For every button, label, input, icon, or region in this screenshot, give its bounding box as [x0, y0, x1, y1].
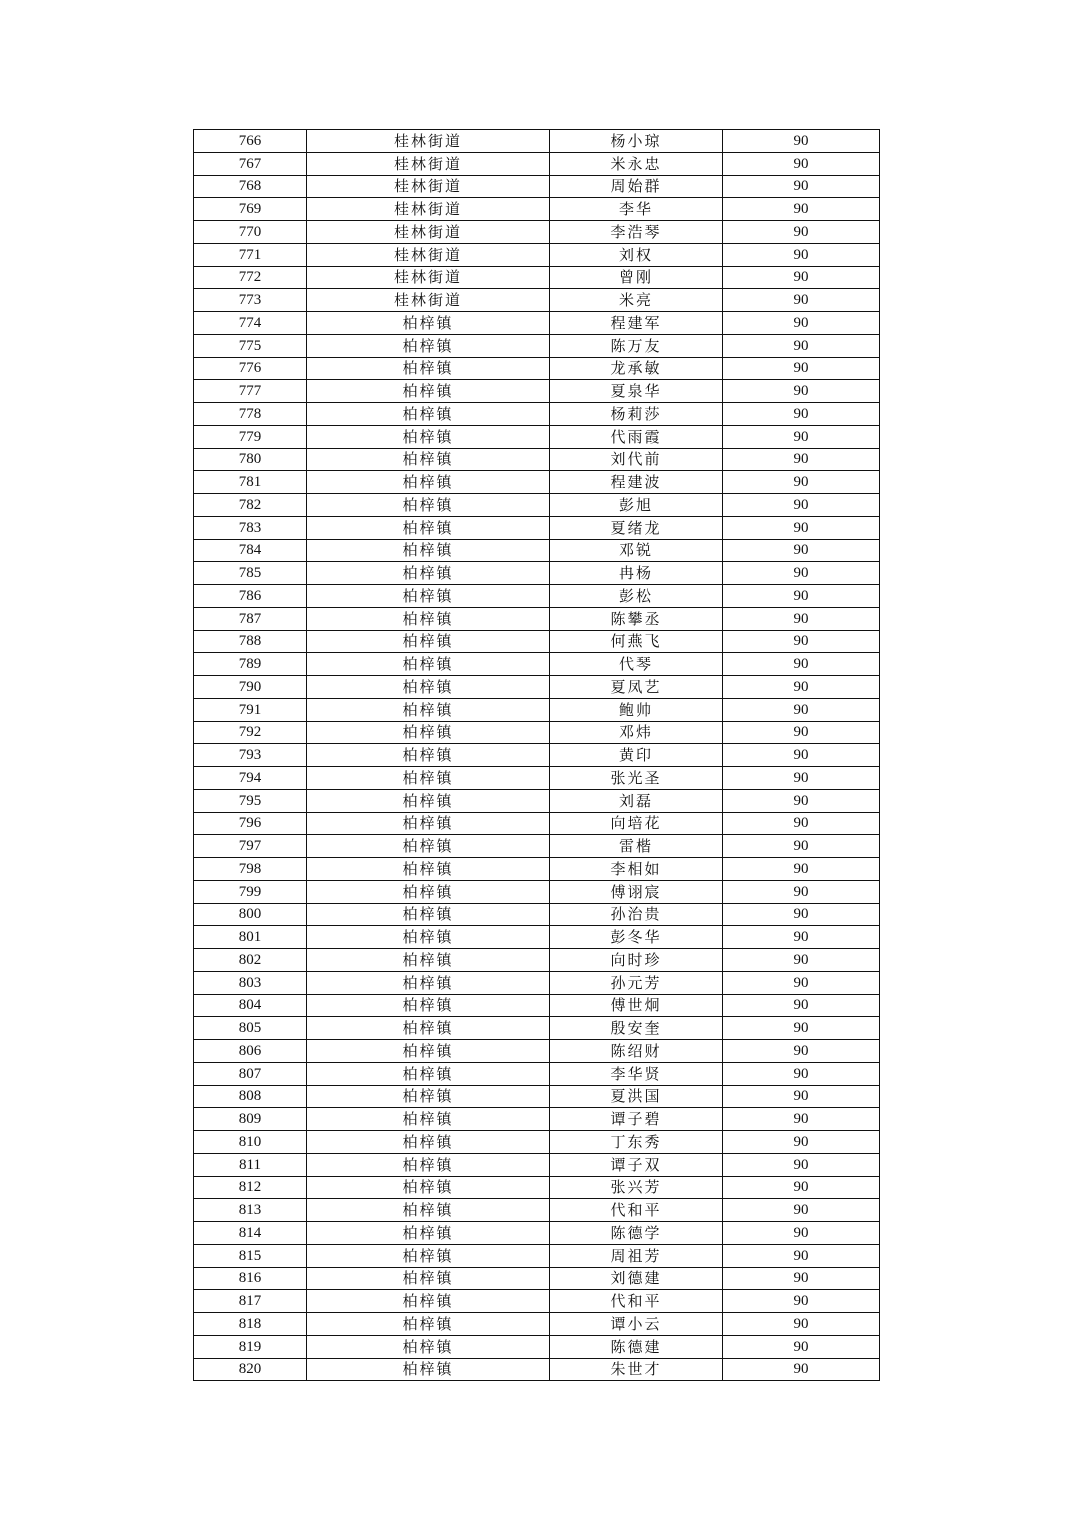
town-cell: 柏梓镇: [307, 1153, 550, 1176]
score-cell: 90: [723, 812, 880, 835]
person-name-cell: 冉杨: [550, 562, 723, 585]
town-cell: 柏梓镇: [307, 1085, 550, 1108]
table-row: [194, 471, 880, 494]
table-row: [194, 448, 880, 471]
row-number-cell: 796: [194, 812, 307, 835]
person-name-cell: 鲍帅: [550, 698, 723, 721]
person-name-cell: 夏泉华: [550, 380, 723, 403]
row-number-cell: 779: [194, 425, 307, 448]
table-row: [194, 880, 880, 903]
row-number-cell: 778: [194, 403, 307, 426]
score-cell: 90: [723, 130, 880, 153]
town-cell: 柏梓镇: [307, 971, 550, 994]
person-name-cell: 夏绪龙: [550, 516, 723, 539]
score-cell: 90: [723, 1062, 880, 1085]
person-name-cell: 陈攀丞: [550, 607, 723, 630]
row-number-cell: 804: [194, 994, 307, 1017]
table-row: [194, 1267, 880, 1290]
score-cell: 90: [723, 949, 880, 972]
table-row: [194, 175, 880, 198]
row-number-cell: 771: [194, 243, 307, 266]
table-row: [194, 926, 880, 949]
row-number-cell: 813: [194, 1199, 307, 1222]
table-row: [194, 1017, 880, 1040]
table-row: [194, 1313, 880, 1336]
score-cell: 90: [723, 1153, 880, 1176]
person-name-cell: 彭冬华: [550, 926, 723, 949]
table-row: [194, 562, 880, 585]
row-number-cell: 786: [194, 585, 307, 608]
row-number-cell: 785: [194, 562, 307, 585]
score-cell: 90: [723, 1267, 880, 1290]
row-number-cell: 805: [194, 1017, 307, 1040]
table-row: [194, 266, 880, 289]
table-row: [194, 698, 880, 721]
person-name-cell: 张兴芳: [550, 1176, 723, 1199]
score-cell: 90: [723, 1131, 880, 1154]
row-number-cell: 803: [194, 971, 307, 994]
town-cell: 柏梓镇: [307, 1267, 550, 1290]
row-number-cell: 782: [194, 494, 307, 517]
row-number-cell: 817: [194, 1290, 307, 1313]
table-row: [194, 1040, 880, 1063]
person-name-cell: 彭松: [550, 585, 723, 608]
person-name-cell: 曾刚: [550, 266, 723, 289]
person-name-cell: 代和平: [550, 1199, 723, 1222]
town-cell: 柏梓镇: [307, 744, 550, 767]
table-row: [194, 1131, 880, 1154]
table-row: [194, 1244, 880, 1267]
table-row: [194, 607, 880, 630]
row-number-cell: 815: [194, 1244, 307, 1267]
row-number-cell: 802: [194, 949, 307, 972]
town-cell: 桂林街道: [307, 266, 550, 289]
person-name-cell: 孙治贵: [550, 903, 723, 926]
score-cell: 90: [723, 516, 880, 539]
row-number-cell: 818: [194, 1313, 307, 1336]
person-name-cell: 刘磊: [550, 789, 723, 812]
row-number-cell: 795: [194, 789, 307, 812]
score-cell: 90: [723, 221, 880, 244]
score-cell: 90: [723, 539, 880, 562]
town-cell: 桂林街道: [307, 221, 550, 244]
person-name-cell: 陈德建: [550, 1335, 723, 1358]
person-name-cell: 代雨霞: [550, 425, 723, 448]
score-cell: 90: [723, 903, 880, 926]
person-name-cell: 刘权: [550, 243, 723, 266]
person-name-cell: 李相如: [550, 858, 723, 881]
person-name-cell: 傅诩宸: [550, 880, 723, 903]
row-number-cell: 800: [194, 903, 307, 926]
score-cell: 90: [723, 152, 880, 175]
town-cell: 桂林街道: [307, 243, 550, 266]
town-cell: 柏梓镇: [307, 334, 550, 357]
table-row: [194, 721, 880, 744]
person-name-cell: 张光圣: [550, 767, 723, 790]
table-row: [194, 357, 880, 380]
row-number-cell: 819: [194, 1335, 307, 1358]
table-row: [194, 744, 880, 767]
town-cell: 柏梓镇: [307, 380, 550, 403]
score-cell: 90: [723, 312, 880, 335]
score-cell: 90: [723, 471, 880, 494]
row-number-cell: 772: [194, 266, 307, 289]
table-row: [194, 243, 880, 266]
person-name-cell: 向时珍: [550, 949, 723, 972]
row-number-cell: 789: [194, 653, 307, 676]
town-cell: 柏梓镇: [307, 858, 550, 881]
table-row: [194, 994, 880, 1017]
row-number-cell: 794: [194, 767, 307, 790]
table-row: [194, 1199, 880, 1222]
person-name-cell: 丁东秀: [550, 1131, 723, 1154]
town-cell: 柏梓镇: [307, 312, 550, 335]
town-cell: 桂林街道: [307, 198, 550, 221]
table-row: [194, 494, 880, 517]
table-row: [194, 1335, 880, 1358]
person-name-cell: 孙元芳: [550, 971, 723, 994]
town-cell: 桂林街道: [307, 130, 550, 153]
person-name-cell: 陈万友: [550, 334, 723, 357]
town-cell: 柏梓镇: [307, 607, 550, 630]
table-row: [194, 221, 880, 244]
row-number-cell: 816: [194, 1267, 307, 1290]
table-row: [194, 585, 880, 608]
town-cell: 柏梓镇: [307, 562, 550, 585]
town-cell: 柏梓镇: [307, 425, 550, 448]
row-number-cell: 781: [194, 471, 307, 494]
score-cell: 90: [723, 1176, 880, 1199]
person-name-cell: 殷安奎: [550, 1017, 723, 1040]
town-cell: 柏梓镇: [307, 585, 550, 608]
town-cell: 柏梓镇: [307, 812, 550, 835]
town-cell: 柏梓镇: [307, 357, 550, 380]
table-row: [194, 767, 880, 790]
score-cell: 90: [723, 607, 880, 630]
town-cell: 柏梓镇: [307, 630, 550, 653]
person-name-cell: 程建波: [550, 471, 723, 494]
person-name-cell: 邓炜: [550, 721, 723, 744]
table-row: [194, 1108, 880, 1131]
person-name-cell: 邓锐: [550, 539, 723, 562]
score-cell: 90: [723, 562, 880, 585]
score-cell: 90: [723, 835, 880, 858]
score-cell: 90: [723, 243, 880, 266]
row-number-cell: 801: [194, 926, 307, 949]
row-number-cell: 773: [194, 289, 307, 312]
table-row: [194, 1358, 880, 1381]
table-row: [194, 1222, 880, 1245]
row-number-cell: 820: [194, 1358, 307, 1381]
score-cell: 90: [723, 630, 880, 653]
score-cell: 90: [723, 357, 880, 380]
table-row: [194, 1153, 880, 1176]
table-row: [194, 198, 880, 221]
score-cell: 90: [723, 425, 880, 448]
person-name-cell: 何燕飞: [550, 630, 723, 653]
row-number-cell: 775: [194, 334, 307, 357]
score-cell: 90: [723, 698, 880, 721]
person-name-cell: 李浩琴: [550, 221, 723, 244]
table-row: [194, 812, 880, 835]
score-cell: 90: [723, 1199, 880, 1222]
row-number-cell: 806: [194, 1040, 307, 1063]
table-row: [194, 676, 880, 699]
row-number-cell: 783: [194, 516, 307, 539]
table-row: [194, 653, 880, 676]
row-number-cell: 787: [194, 607, 307, 630]
town-cell: 柏梓镇: [307, 698, 550, 721]
row-number-cell: 784: [194, 539, 307, 562]
table-row: [194, 312, 880, 335]
score-cell: 90: [723, 1358, 880, 1381]
person-name-cell: 李华贤: [550, 1062, 723, 1085]
town-cell: 柏梓镇: [307, 949, 550, 972]
row-number-cell: 810: [194, 1131, 307, 1154]
table-row: [194, 380, 880, 403]
table-row: [194, 334, 880, 357]
score-cell: 90: [723, 334, 880, 357]
person-name-cell: 夏洪国: [550, 1085, 723, 1108]
row-number-cell: 792: [194, 721, 307, 744]
table-row: [194, 1062, 880, 1085]
person-name-cell: 程建军: [550, 312, 723, 335]
town-cell: 柏梓镇: [307, 1017, 550, 1040]
row-number-cell: 767: [194, 152, 307, 175]
row-number-cell: 774: [194, 312, 307, 335]
town-cell: 柏梓镇: [307, 767, 550, 790]
table-row: [194, 630, 880, 653]
score-cell: 90: [723, 380, 880, 403]
score-cell: 90: [723, 721, 880, 744]
score-cell: 90: [723, 994, 880, 1017]
row-number-cell: 798: [194, 858, 307, 881]
score-cell: 90: [723, 676, 880, 699]
town-cell: 柏梓镇: [307, 1040, 550, 1063]
score-cell: 90: [723, 1222, 880, 1245]
person-name-cell: 杨莉莎: [550, 403, 723, 426]
person-name-cell: 刘代前: [550, 448, 723, 471]
table-row: [194, 789, 880, 812]
score-cell: 90: [723, 789, 880, 812]
town-cell: 柏梓镇: [307, 539, 550, 562]
table-row: [194, 1290, 880, 1313]
person-name-cell: 向培花: [550, 812, 723, 835]
person-name-cell: 傅世炯: [550, 994, 723, 1017]
table-row: [194, 949, 880, 972]
row-number-cell: 807: [194, 1062, 307, 1085]
person-name-cell: 代琴: [550, 653, 723, 676]
table-row: [194, 539, 880, 562]
row-number-cell: 780: [194, 448, 307, 471]
score-cell: 90: [723, 289, 880, 312]
row-number-cell: 799: [194, 880, 307, 903]
score-cell: 90: [723, 1290, 880, 1313]
town-cell: 柏梓镇: [307, 994, 550, 1017]
person-name-cell: 陈德学: [550, 1222, 723, 1245]
score-cell: 90: [723, 198, 880, 221]
score-cell: 90: [723, 858, 880, 881]
town-cell: 柏梓镇: [307, 516, 550, 539]
score-cell: 90: [723, 1335, 880, 1358]
person-name-cell: 彭旭: [550, 494, 723, 517]
row-number-cell: 788: [194, 630, 307, 653]
person-name-cell: 谭小云: [550, 1313, 723, 1336]
roster-table-body: [194, 130, 880, 1381]
row-number-cell: 768: [194, 175, 307, 198]
town-cell: 柏梓镇: [307, 1358, 550, 1381]
score-cell: 90: [723, 767, 880, 790]
town-cell: 柏梓镇: [307, 1199, 550, 1222]
table-row: [194, 903, 880, 926]
town-cell: 柏梓镇: [307, 789, 550, 812]
person-name-cell: 谭子双: [550, 1153, 723, 1176]
town-cell: 桂林街道: [307, 152, 550, 175]
table-row: [194, 130, 880, 153]
town-cell: 柏梓镇: [307, 1290, 550, 1313]
table-row: [194, 858, 880, 881]
person-name-cell: 夏凤艺: [550, 676, 723, 699]
table-row: [194, 971, 880, 994]
person-name-cell: 刘德建: [550, 1267, 723, 1290]
table-row: [194, 403, 880, 426]
person-name-cell: 代和平: [550, 1290, 723, 1313]
town-cell: 柏梓镇: [307, 1335, 550, 1358]
row-number-cell: 769: [194, 198, 307, 221]
table-row: [194, 152, 880, 175]
score-cell: 90: [723, 744, 880, 767]
score-cell: 90: [723, 971, 880, 994]
person-name-cell: 龙承敏: [550, 357, 723, 380]
score-cell: 90: [723, 1040, 880, 1063]
town-cell: 柏梓镇: [307, 835, 550, 858]
town-cell: 柏梓镇: [307, 1313, 550, 1336]
person-name-cell: 雷楷: [550, 835, 723, 858]
row-number-cell: 811: [194, 1153, 307, 1176]
row-number-cell: 812: [194, 1176, 307, 1199]
town-cell: 柏梓镇: [307, 1108, 550, 1131]
town-cell: 柏梓镇: [307, 903, 550, 926]
town-cell: 柏梓镇: [307, 1062, 550, 1085]
row-number-cell: 809: [194, 1108, 307, 1131]
person-name-cell: 杨小琼: [550, 130, 723, 153]
row-number-cell: 790: [194, 676, 307, 699]
score-cell: 90: [723, 403, 880, 426]
score-cell: 90: [723, 880, 880, 903]
person-name-cell: 谭子碧: [550, 1108, 723, 1131]
town-cell: 柏梓镇: [307, 676, 550, 699]
person-name-cell: 米亮: [550, 289, 723, 312]
score-cell: 90: [723, 266, 880, 289]
person-name-cell: 黄印: [550, 744, 723, 767]
town-cell: 柏梓镇: [307, 403, 550, 426]
row-number-cell: 814: [194, 1222, 307, 1245]
row-number-cell: 770: [194, 221, 307, 244]
score-cell: 90: [723, 653, 880, 676]
score-cell: 90: [723, 175, 880, 198]
row-number-cell: 793: [194, 744, 307, 767]
person-name-cell: 米永忠: [550, 152, 723, 175]
town-cell: 柏梓镇: [307, 494, 550, 517]
score-cell: 90: [723, 1108, 880, 1131]
town-cell: 柏梓镇: [307, 880, 550, 903]
score-cell: 90: [723, 1085, 880, 1108]
row-number-cell: 766: [194, 130, 307, 153]
person-name-cell: 李华: [550, 198, 723, 221]
table-row: [194, 835, 880, 858]
person-name-cell: 陈绍财: [550, 1040, 723, 1063]
score-cell: 90: [723, 448, 880, 471]
score-cell: 90: [723, 1244, 880, 1267]
table-row: [194, 1176, 880, 1199]
town-cell: 柏梓镇: [307, 448, 550, 471]
person-name-cell: 朱世才: [550, 1358, 723, 1381]
row-number-cell: 791: [194, 698, 307, 721]
row-number-cell: 797: [194, 835, 307, 858]
town-cell: 柏梓镇: [307, 653, 550, 676]
town-cell: 柏梓镇: [307, 721, 550, 744]
table-row: [194, 425, 880, 448]
score-cell: 90: [723, 926, 880, 949]
table-row: [194, 1085, 880, 1108]
town-cell: 桂林街道: [307, 289, 550, 312]
score-cell: 90: [723, 494, 880, 517]
town-cell: 柏梓镇: [307, 1244, 550, 1267]
row-number-cell: 777: [194, 380, 307, 403]
roster-table: [193, 129, 880, 1381]
town-cell: 柏梓镇: [307, 926, 550, 949]
table-row: [194, 289, 880, 312]
town-cell: 柏梓镇: [307, 1222, 550, 1245]
table-row: [194, 516, 880, 539]
score-cell: 90: [723, 1313, 880, 1336]
row-number-cell: 808: [194, 1085, 307, 1108]
town-cell: 桂林街道: [307, 175, 550, 198]
town-cell: 柏梓镇: [307, 471, 550, 494]
town-cell: 柏梓镇: [307, 1176, 550, 1199]
person-name-cell: 周祖芳: [550, 1244, 723, 1267]
row-number-cell: 776: [194, 357, 307, 380]
town-cell: 柏梓镇: [307, 1131, 550, 1154]
score-cell: 90: [723, 1017, 880, 1040]
person-name-cell: 周始群: [550, 175, 723, 198]
score-cell: 90: [723, 585, 880, 608]
